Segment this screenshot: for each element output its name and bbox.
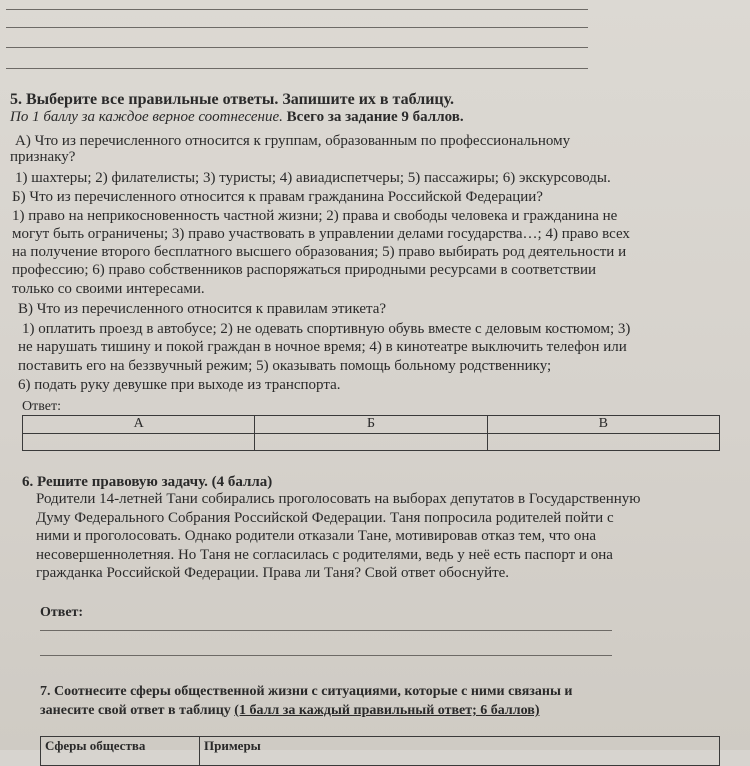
task5-scoring-italic: По 1 баллу за каждое верное соотнесение. [10, 109, 283, 125]
task6-text-3: ними и проголосовать. Однако родители отказали Тане, мотивировав отказ тем, что она [36, 528, 597, 544]
task5-b-question: Б) Что из перечисленного относится к правам гражданина Российской Федерации? [12, 189, 543, 205]
answer-line[interactable] [6, 9, 588, 10]
task7-scoring: (1 балл за каждый правильный ответ; 6 баллов) [234, 703, 540, 718]
answer-cell-a[interactable] [23, 433, 255, 451]
table-header-a: А [23, 416, 255, 434]
table-header-v: В [487, 416, 719, 434]
answer-line[interactable] [6, 27, 588, 28]
task7-heading-2 [40, 702, 540, 720]
table-header-b: Б [255, 416, 487, 434]
task6-text-4: несовершеннолетняя. Но Таня не согласилась с родителями, ведь у неё есть паспорт и она [36, 547, 613, 563]
task6-heading: 6. Решите правовую задачу. (4 балла) [22, 474, 273, 490]
task5-b-options-1: 1) право на неприкосновенность частной жизни; 2) права и свободы человека и гражданина не [12, 208, 618, 224]
table-answer-row[interactable] [23, 433, 720, 451]
task5-a-question-1: А) Что из перечисленного относится к группам, образованным по профессиональному [15, 133, 571, 149]
task5-scoring-total: Всего за задание 9 баллов. [282, 109, 464, 125]
task5-v-options-3: поставить его на беззвучный режим; 5) оказывать помощь больному родственнику; [18, 358, 552, 374]
table-header-row [41, 737, 720, 766]
task5-b-options-5: только со своими интересами. [12, 281, 205, 297]
answer-line[interactable] [6, 47, 588, 48]
task5-answer-label: Ответ: [22, 399, 61, 414]
task5-v-options-1: 1) оплатить проезд в автобусе; 2) не одевать спортивную обувь вместе с деловым костюмом; 3) [22, 321, 631, 337]
task5-a-question-2: признаку? [10, 149, 76, 165]
answer-line[interactable] [40, 655, 612, 656]
table-header-examples: Примеры [200, 737, 720, 766]
answer-cell-v[interactable] [487, 433, 719, 451]
answer-line[interactable] [6, 68, 588, 69]
task5-heading: 5. Выберите все правильные ответы. Запишите их в таблицу. [10, 91, 455, 108]
task5-b-options-3: на получение второго бесплатного высшего образования; 5) право выбирать род деятельности и [12, 244, 627, 260]
task5-b-options-2: могут быть ограничены; 3) право участвовать в управлении делами государства…; 4) право всех [12, 226, 630, 242]
task5-v-options-2: не нарушать тишину и покой граждан в ночное время; 4) в кинотеатре выключить телефон или [18, 339, 627, 355]
task6-text-5: гражданка Российской Федерации. Права ли Таня? Свой ответ обоснуйте. [36, 565, 510, 581]
task5-v-question: В) Что из перечисленного относится к правилам этикета? [18, 301, 387, 317]
task7-heading-2-text: занесите свой ответ в таблицу [40, 703, 235, 718]
answer-line[interactable] [40, 630, 612, 631]
task5-a-options: 1) шахтеры; 2) филателисты; 3) туристы; 4) авиадиспетчеры; 5) пассажиры; 6) экскурсоводы. [15, 170, 611, 186]
task7-heading-1: 7. Соотнесите сферы общественной жизни с ситуациями, которые с ними связаны и [40, 684, 573, 699]
table-header-spheres: Сферы общества [41, 737, 200, 766]
task5-b-options-4: профессию; 6) право собственников распоряжаться природными ресурсами в соответствии [12, 262, 597, 278]
table-header-row [23, 416, 720, 434]
task7-table [40, 736, 720, 766]
task6-answer-label: Ответ: [40, 605, 84, 620]
task5-scoring [10, 108, 464, 126]
task6-text-2: Думу Федерального Собрания Российской Федерации. Таня попросила родителей пойти с [36, 510, 614, 526]
task6-text-1: Родители 14-летней Тани собирались проголосовать на выборах депутатов в Государственную [36, 491, 641, 507]
answer-cell-b[interactable] [255, 433, 487, 451]
task5-v-options-4: 6) подать руку девушке при выходе из транспорта. [18, 377, 341, 393]
task5-answer-table [22, 415, 720, 451]
